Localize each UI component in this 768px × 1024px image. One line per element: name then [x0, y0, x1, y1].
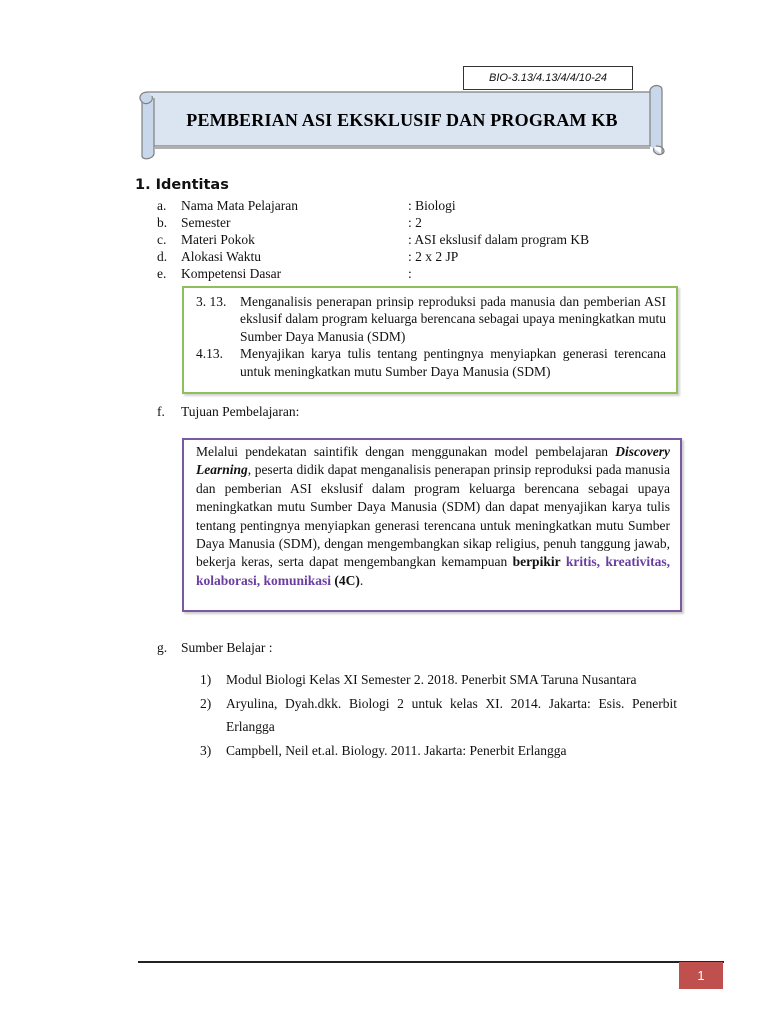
section-heading: 1. Identitas	[135, 177, 229, 193]
row-value: : ASI ekslusif dalam program KB	[408, 232, 590, 247]
skills-4c: kritis, kreativitas, kolaborasi, komunikasi	[196, 554, 671, 588]
identitas-row	[157, 197, 677, 214]
kompetensi-item	[196, 345, 666, 380]
reference-item	[200, 692, 677, 738]
identitas-row	[157, 231, 677, 248]
row-label: Nama Mata Pelajaran	[181, 198, 298, 213]
reference-number: 1)	[200, 672, 212, 687]
reference-number: 3)	[200, 743, 212, 758]
reference-text: Campbell, Neil et.al. Biology. 2011. Jakarta: Penerbit Erlangga	[226, 743, 567, 758]
reference-text: Modul Biologi Kelas XI Semester 2. 2018. Penerbit SMA Taruna Nusantara	[226, 672, 637, 687]
row-value: : 2	[408, 215, 422, 230]
kompetensi-dasar-box	[182, 286, 678, 394]
row-value: :	[408, 266, 412, 281]
berpikir-text: berpikir	[512, 554, 561, 570]
reference-text: Aryulina, Dyah.dkk. Biologi 2 untuk kelas XI. 2014. Jakarta: Esis. Penerbit Erlangga	[226, 696, 677, 734]
row-label: Alokasi Waktu	[181, 249, 262, 264]
kompetensi-text: Menganalisis penerapan prinsip reproduksi pada manusia dan pemberian ASI ekslusif dalam program keluarga berencana sebagai upaya meningkatkan mutu Sumber Daya Manusia (SDM)	[240, 294, 666, 344]
kompetensi-item	[196, 293, 666, 345]
banner-title: PEMBERIAN ASI EKSKLUSIF DAN PROGRAM KB	[186, 110, 618, 130]
row-letter: a.	[157, 198, 167, 213]
row-label: Tujuan Pembelajaran:	[181, 404, 300, 419]
row-value: : Biologi	[408, 198, 456, 213]
identitas-row	[157, 248, 677, 265]
model-name: Discovery Learning	[196, 444, 670, 478]
tujuan-end: .	[359, 572, 364, 588]
reference-list	[200, 668, 677, 763]
row-letter: e.	[157, 266, 167, 281]
kompetensi-text: Menyajikan karya tulis tentang pentingnya menyiapkan generasi terencana untuk meningkatkan mutu Sumber Daya Manusia (SDM)	[240, 346, 666, 379]
kompetensi-number: 3. 13.	[196, 294, 227, 309]
identitas-row	[157, 214, 677, 231]
kompetensi-number: 4.13.	[196, 346, 223, 362]
page-number-badge: 1	[679, 962, 723, 989]
row-letter: c.	[157, 232, 167, 247]
row-label: Kompetensi Dasar	[181, 266, 282, 281]
reference-item	[200, 739, 677, 762]
row-letter: g.	[157, 640, 168, 655]
row-label: Semester	[181, 215, 231, 230]
row-label: Materi Pokok	[181, 232, 255, 247]
tag-4c: (4C)	[334, 572, 360, 588]
tujuan-text: Melalui pendekatan saintifik dengan menggunakan model pembelajaran	[196, 444, 609, 459]
tujuan-box	[182, 438, 682, 612]
row-letter: b.	[157, 215, 168, 230]
footer-divider	[138, 961, 724, 963]
identitas-row	[157, 265, 677, 282]
tujuan-text: , peserta didik dapat menganalisis penerapan prinsip reproduksi pada manusia dan pemberian ASI ekslusif dalam program keluarga berencana sebagai upaya meningkatkan mutu Sumber Daya Manusia (SDM) dan dapat menyajikan karya tulis tentang pentingnya menyiapkan generasi terencana untuk meningkatkan mutu Sumber Daya Manusia (SDM), dengan mengembangkan sikap religius, penuh tanggung jawab, bekerja keras, serta dapat mengembangkan kemampuan	[196, 462, 670, 570]
row-value: : 2 x 2 JP	[408, 249, 459, 264]
document-code: BIO-3.13/4.13/4/4/10-24	[463, 66, 633, 90]
row-label: Sumber Belajar :	[181, 640, 273, 655]
reference-number: 2)	[200, 696, 212, 711]
row-letter: d.	[157, 249, 168, 264]
title-banner	[134, 84, 668, 160]
reference-item	[200, 668, 677, 691]
row-letter: f.	[157, 404, 165, 419]
